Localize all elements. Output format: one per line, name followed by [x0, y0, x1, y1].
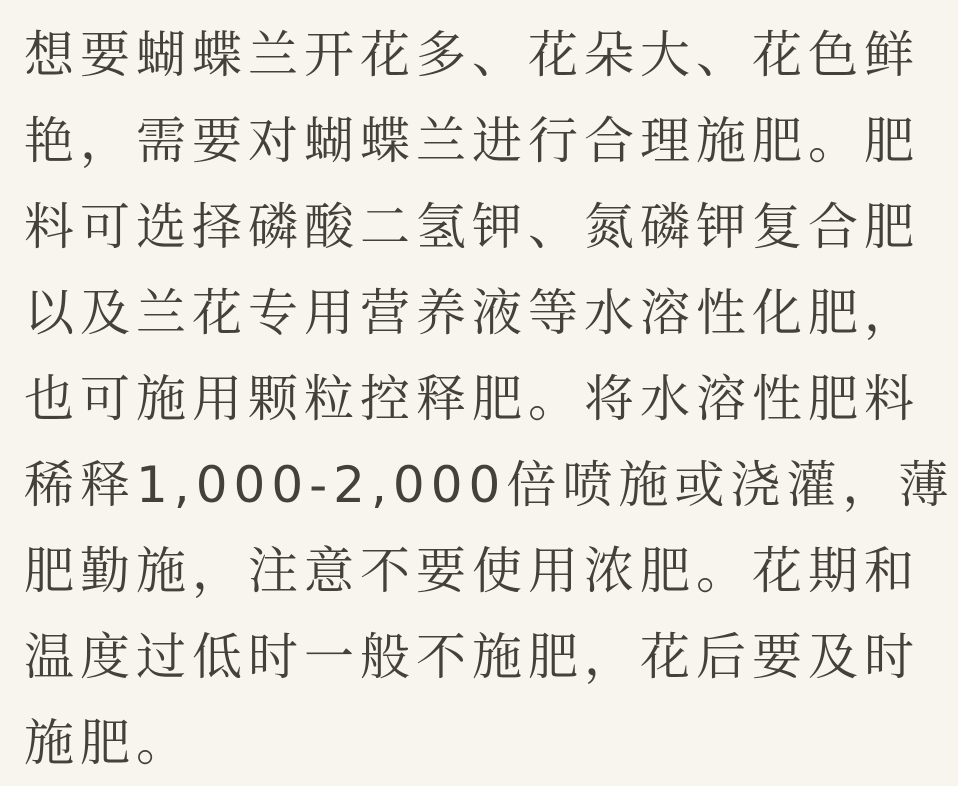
text-line: 想要蝴蝶兰开花多、花朵大、花色鲜	[24, 26, 920, 84]
text-line: 料可选择磷酸二氢钾、氮磷钾复合肥	[24, 198, 920, 256]
text-line: 稀释1,000-2,000倍喷施或浇灌，薄	[24, 456, 955, 514]
text-line: 肥勤施，注意不要使用浓肥。花期和	[24, 542, 920, 600]
text-line: 艳，需要对蝴蝶兰进行合理施肥。肥	[24, 112, 920, 170]
text-line: 也可施用颗粒控释肥。将水溶性肥料	[24, 370, 920, 428]
text-line: 温度过低时一般不施肥，花后要及时	[24, 628, 920, 686]
text-line: 以及兰花专用营养液等水溶性化肥，	[24, 284, 920, 342]
text-line: 施肥。	[24, 714, 192, 772]
